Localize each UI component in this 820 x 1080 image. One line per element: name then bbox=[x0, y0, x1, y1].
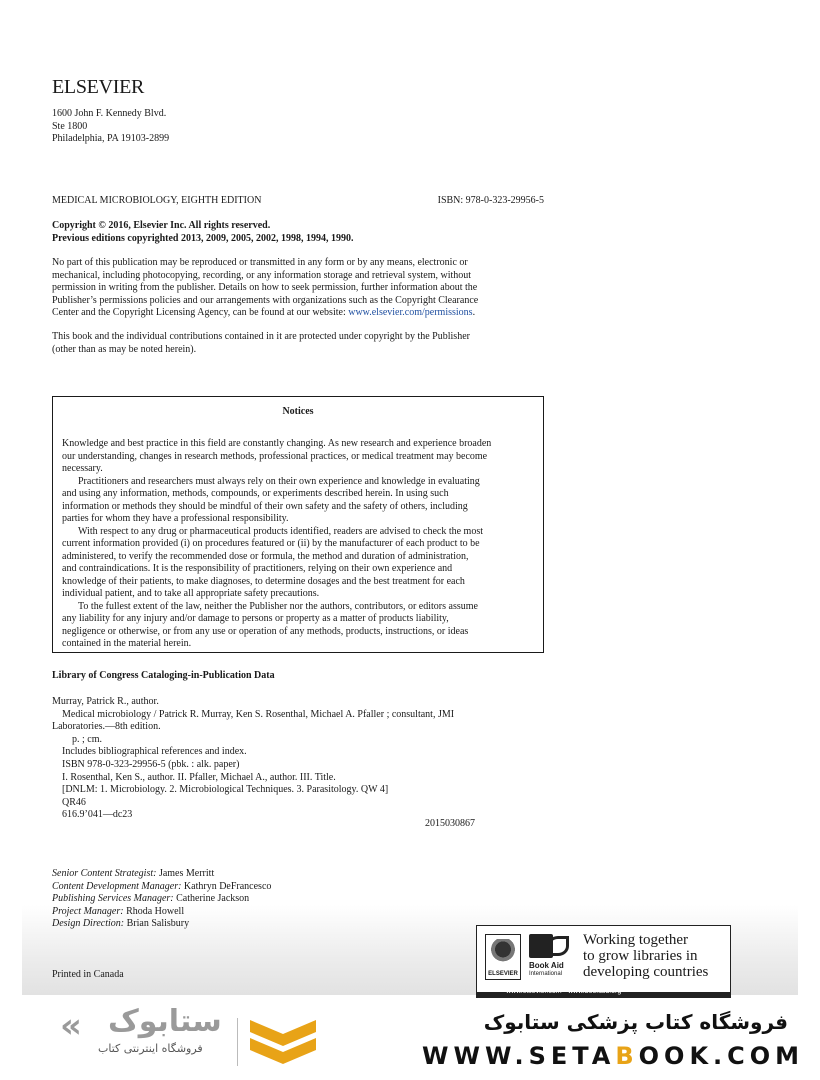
url-part: WWW.SETA bbox=[422, 1042, 616, 1070]
credit-role: Publishing Services Manager: bbox=[52, 893, 174, 905]
credit-role: Senior Content Strategist: bbox=[52, 868, 157, 879]
rights-line: permission in writing from the publisher. Details on how to seek permission, further information about the bbox=[52, 282, 478, 294]
notice-line: To the fullest extent of the law, neither the Publisher nor the authors, contributors, or editors assume bbox=[78, 600, 478, 612]
url-part: OOK.COM bbox=[638, 1042, 805, 1070]
protection-line: (other than as may be noted herein). bbox=[52, 343, 197, 355]
notice-line: and contraindications. It is the responsibility of practitioners, relying on their own experience and bbox=[62, 563, 453, 574]
setabook-chevron-icon bbox=[250, 1016, 316, 1068]
elsevier-tree-logo bbox=[485, 934, 521, 980]
slogan-line: Working together bbox=[583, 932, 689, 948]
publisher-address bbox=[52, 108, 169, 146]
rights-line bbox=[52, 307, 478, 320]
credit-name: Brian Salisbury bbox=[126, 918, 190, 930]
address-line: Ste 1800 bbox=[52, 120, 88, 132]
cip-line: 616.9’041—dc23 bbox=[62, 809, 133, 821]
credit-name: Catherine Jackson bbox=[176, 893, 250, 905]
credit-line bbox=[52, 906, 271, 919]
notice-line: necessary. bbox=[62, 463, 103, 474]
cip-line: Includes bibliographical references and index. bbox=[62, 746, 247, 758]
notice-line: Knowledge and best practice in this field are constantly changing. As new research and experience broaden bbox=[62, 438, 492, 449]
cip-line: I. Rosenthal, Ken S., author. II. Pfaller, Michael A., author. III. Title. bbox=[62, 771, 336, 783]
setabook-logo-subtitle: فروشگاه اینترنتی کتاب bbox=[98, 1042, 203, 1055]
notice-line: negligence or otherwise, or from any use or operation of any methods, products, instructions, or ideas bbox=[62, 625, 469, 637]
notice-line: current information provided (i) on procedures featured or (ii) by the manufacturer of each product to be bbox=[62, 538, 480, 549]
rights-line: Publisher’s permissions policies and our arrangements with organizations such as the Copyright Clearance bbox=[52, 294, 479, 306]
chevrons-icon: « bbox=[60, 1006, 82, 1046]
credit-name: Rhoda Howell bbox=[126, 905, 185, 917]
elsevier-logo: ELSEVIER bbox=[52, 76, 145, 98]
credit-role: Project Manager: bbox=[52, 905, 124, 917]
book-aid-urls: www.elsevier.com • www.bookaid.org bbox=[506, 988, 622, 995]
book-aid-slogan bbox=[583, 932, 708, 980]
credit-role: Design Direction: bbox=[52, 918, 125, 930]
credit-name: James Merritt bbox=[158, 868, 215, 879]
cip-line: QR46 bbox=[62, 796, 86, 808]
credit-line bbox=[52, 868, 271, 881]
slogan-line: to grow libraries in bbox=[583, 948, 698, 964]
notice-line: parties for whom they have a professional responsibility. bbox=[62, 513, 289, 524]
cip-line: p. ; cm. bbox=[72, 733, 102, 745]
notices-box bbox=[52, 396, 544, 653]
notice-line: information or methods they should be mindful of their own safety and the safety of others, including bbox=[62, 500, 468, 512]
permissions-link[interactable]: www.elsevier.com/permissions bbox=[348, 307, 473, 319]
copyright-line: Copyright © 2016, Elsevier Inc. All rights reserved. bbox=[52, 220, 271, 231]
cip-line: Laboratories.—8th edition. bbox=[52, 721, 161, 733]
rights-line-end: . bbox=[472, 307, 476, 319]
logo-divider bbox=[237, 1018, 238, 1066]
notice-line: and using any information, methods, compounds, or experiments described herein. In using such bbox=[62, 488, 449, 499]
tree-icon bbox=[491, 939, 515, 965]
slogan-line: developing countries bbox=[583, 964, 709, 980]
address-line: 1600 John F. Kennedy Blvd. bbox=[52, 108, 167, 119]
printed-in: Printed in Canada bbox=[52, 969, 124, 980]
notice-line: any liability for any injury and/or damage to persons or property as a matter of products liability, bbox=[62, 613, 449, 624]
leaf-icon bbox=[547, 936, 569, 956]
notice-line: With respect to any drug or pharmaceutical products identified, readers are advised to check the most bbox=[78, 525, 483, 537]
cip-line: [DNLM: 1. Microbiology. 2. Microbiological Techniques. 3. Parasitology. QW 4] bbox=[62, 784, 389, 796]
protection-paragraph bbox=[52, 331, 470, 356]
notice-line: knowledge of their patients, to make diagnoses, to determine dosages and the best treatment for each bbox=[62, 575, 465, 587]
notice-line: our understanding, changes in research methods, professional practices, or medical treatment may become bbox=[62, 450, 488, 462]
cip-record bbox=[52, 696, 454, 822]
book-aid-label: Book Aid bbox=[529, 961, 564, 970]
cip-title: Library of Congress Cataloging-in-Publication Data bbox=[52, 670, 275, 681]
book-aid-sub: International bbox=[529, 971, 563, 977]
notice-line: individual patient, and to take all appropriate safety precautions. bbox=[62, 588, 320, 599]
credit-line bbox=[52, 918, 271, 931]
credit-line bbox=[52, 881, 271, 894]
rights-line: No part of this publication may be reproduced or transmitted in any form or by any means, electronic or bbox=[52, 257, 468, 268]
rights-line-text: Center and the Copyright Licensing Agency, can be found at our website: bbox=[52, 307, 349, 319]
setabook-watermark-footer bbox=[0, 1000, 820, 1080]
elsevier-logo-label: ELSEVIER bbox=[488, 971, 518, 977]
notice-line: Practitioners and researchers must always rely on their own experience and knowledge in evaluating bbox=[78, 475, 480, 487]
rights-paragraph bbox=[52, 257, 478, 320]
book-aid-logo bbox=[529, 934, 573, 980]
notices-body bbox=[62, 438, 536, 651]
credit-line bbox=[52, 893, 271, 906]
production-credits bbox=[52, 868, 271, 931]
copyright-statement bbox=[52, 220, 353, 245]
previous-editions-line: Previous editions copyrighted 2013, 2009, 2005, 2002, 1998, 1994, 1990. bbox=[52, 232, 354, 244]
cip-line: Murray, Patrick R., author. bbox=[52, 696, 159, 707]
notice-line: administered, to verify the recommended dose or formula, the method and duration of administration, bbox=[62, 550, 469, 562]
title-row bbox=[52, 195, 544, 206]
cip-line: ISBN 978-0-323-29956-5 (pbk. : alk. paper) bbox=[62, 758, 240, 770]
url-accent-letter: B bbox=[615, 1042, 639, 1070]
store-url[interactable] bbox=[422, 1042, 804, 1070]
credit-name: Kathryn DeFrancesco bbox=[183, 880, 272, 892]
cip-line: Medical microbiology / Patrick R. Murray, Ken S. Rosenthal, Michael A. Pfaller ; consultant, JMI bbox=[62, 708, 455, 720]
credit-role: Content Development Manager: bbox=[52, 880, 182, 892]
store-name: فروشگاه کتاب پزشکی ستابوک bbox=[483, 1010, 788, 1034]
book-title: MEDICAL MICROBIOLOGY, EIGHTH EDITION bbox=[52, 195, 262, 206]
isbn: ISBN: 978-0-323-29956-5 bbox=[437, 195, 544, 206]
book-aid-url-strip bbox=[476, 988, 731, 998]
book-aid-banner bbox=[476, 925, 731, 995]
notices-title: Notices bbox=[282, 406, 314, 417]
address-line: Philadelphia, PA 19103-2899 bbox=[52, 133, 170, 145]
lc-control-number: 2015030867 bbox=[425, 818, 475, 829]
protection-line: This book and the individual contributions contained in it are protected under copyright by the Publisher bbox=[52, 331, 470, 342]
setabook-logo-text: ستابوک bbox=[108, 1004, 222, 1039]
rights-line: mechanical, including photocopying, recording, or any information storage and retrieval system, without bbox=[52, 269, 472, 281]
notice-line: contained in the material herein. bbox=[62, 638, 192, 649]
